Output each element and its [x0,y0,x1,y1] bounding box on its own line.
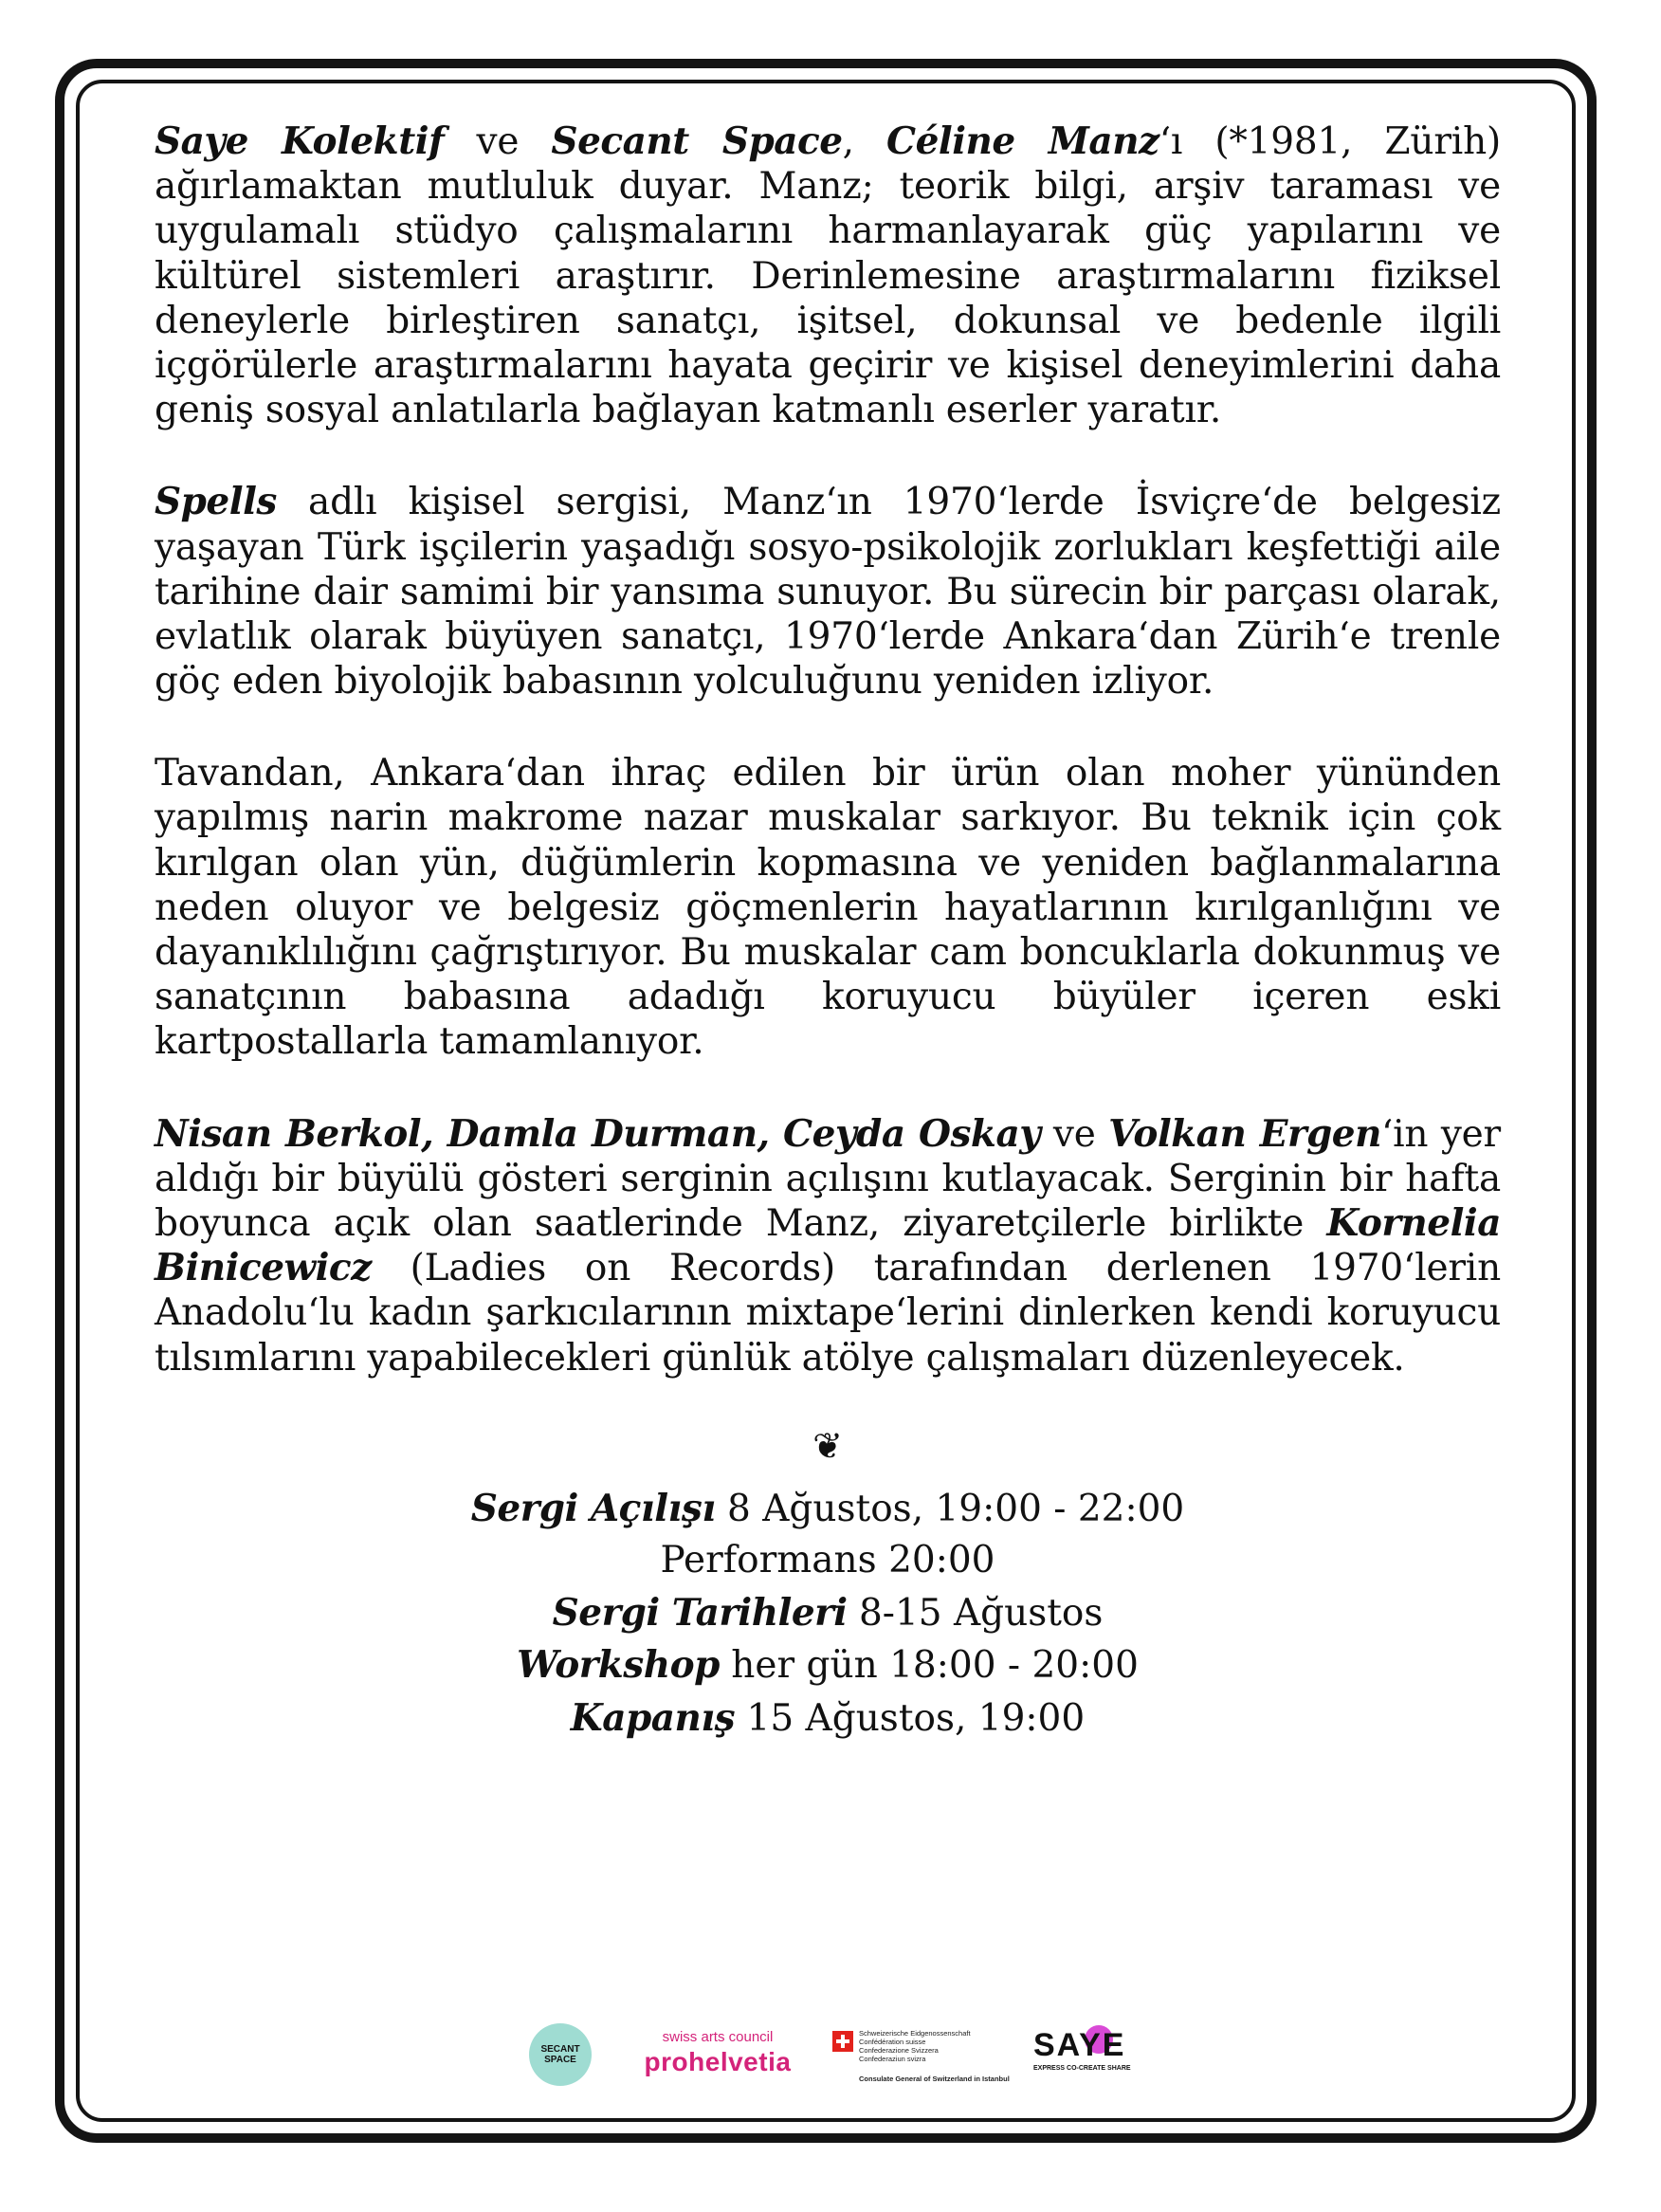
paragraph-spells: Spells adlı kişisel sergisi, Manz‘ın 1970‘lerde İsviçre‘de belgesiz yaşayan Türk işçilerin yaşadığı sosyo-psikolojik zorlukları keşfettiği aile tarihine dair samimi bir yansıma sunuyor. Bu sürecin bir parçası olarak, evlatlık olarak büyüyen sanatçı, 1970‘lerde Ankara‘dan Zürih‘e trenle göç eden biyolojik babasının yolculuğunu yeniden izliyor. [155,480,1501,704]
org-saye: Saye Kolektif [155,119,445,163]
performers: Nisan Berkol, Damla Durman, Ceyda Oskay [155,1111,1041,1156]
swiss-flag-icon [832,2031,853,2052]
org-secant: Secant Space [551,119,843,163]
prohelvetia-logo: swiss arts council prohelvetia [644,2029,792,2076]
schedule-closing: Kapanış 15 Ağustos, 19:00 [570,1696,1086,1741]
sponsor-logos [0,2020,1661,2092]
curator-name: Kornelia Binicewicz [155,1200,1501,1290]
saye-logo: SAYE EXPRESS CO-CREATE SHARE [1033,2027,1131,2072]
schedule-dates: Sergi Tarihleri 8-15 Ağustos [552,1590,1104,1635]
document-body [155,119,1501,1746]
schedule-opening: Sergi Açılışı 8 Ağustos, 19:00 - 22:00 [470,1486,1185,1530]
paragraph-intro: Saye Kolektif ve Secant Space, Céline Manz‘ı (*1981, Zürih) ağırlamaktan mutluluk duyar. Manz; teorik bilgi, arşiv taraması ve uygulamalı stüdyo çalışmalarını harmanlayarak güç yapılarını ve kültürel sistemleri araştırır. Derinlemesine araştırmalarını fiziksel deneylerle birleştiren sanatçı, işitsel, dokunsal ve bedenle ilgili içgörülerle araştırmalarını hayata geçirir ve kişisel deneyimlerini daha geniş sosyal anlatılarla bağlayan katmanlı eserler yaratır. [155,119,1501,432]
exhibition-title: Spells [155,480,277,524]
paragraph-performance: Nisan Berkol, Damla Durman, Ceyda Oskay ve Volkan Ergen‘in yer aldığı bir büyülü gösteri serginin açılışını kutlayacak. Serginin bir hafta boyunca açık olan saatlerinde Manz, ziyaretçilerle birlikte Kornelia Binicewicz (Ladies on Records) tarafından derlenen 1970‘lerin Anadolu‘lu kadın şarkıcılarının mixtape‘lerini dinlerken kendi koruyucu tılsımlarını yapabilecekleri günlük atölye çalışmaları düzenleyecek. [155,1111,1502,1380]
heart-ornament-icon: ❦ [812,1424,843,1467]
artist-name: Céline Manz [886,119,1159,163]
secant-space-logo: SECANT SPACE [529,2023,592,2086]
schedule-workshop: Workshop her gün 18:00 - 20:00 [517,1643,1139,1688]
swiss-consulate-logo: Schweizerische Eidgenossenschaft Confédération suisse Confederazione Svizzera Confederaziun svizra Consulate General of Switzerland in Istanbul [832,2031,1022,2092]
performer-last: Volkan Ergen [1108,1111,1381,1156]
schedule-performance: Performans 20:00 [660,1539,995,1582]
schedule [155,1483,1501,1746]
paragraph-installation: Tavandan, Ankara‘dan ihraç edilen bir ürün olan moher yününden yapılmış narin makrome nazar muskalar sarkıyor. Bu teknik için çok kırılgan olan yün, düğümlerin kopmasına ve yeniden bağlanmalarına neden oluyor ve belgesiz göçmenlerin hayatlarının kırılganlığını ve dayanıklılığını çağrıştırıyor. Bu muskalar cam boncuklarla dokunmuş ve sanatçının babasına adadığı koruyucu büyüler içeren eski kartpostallarla tamamlanıyor. [155,752,1501,1064]
